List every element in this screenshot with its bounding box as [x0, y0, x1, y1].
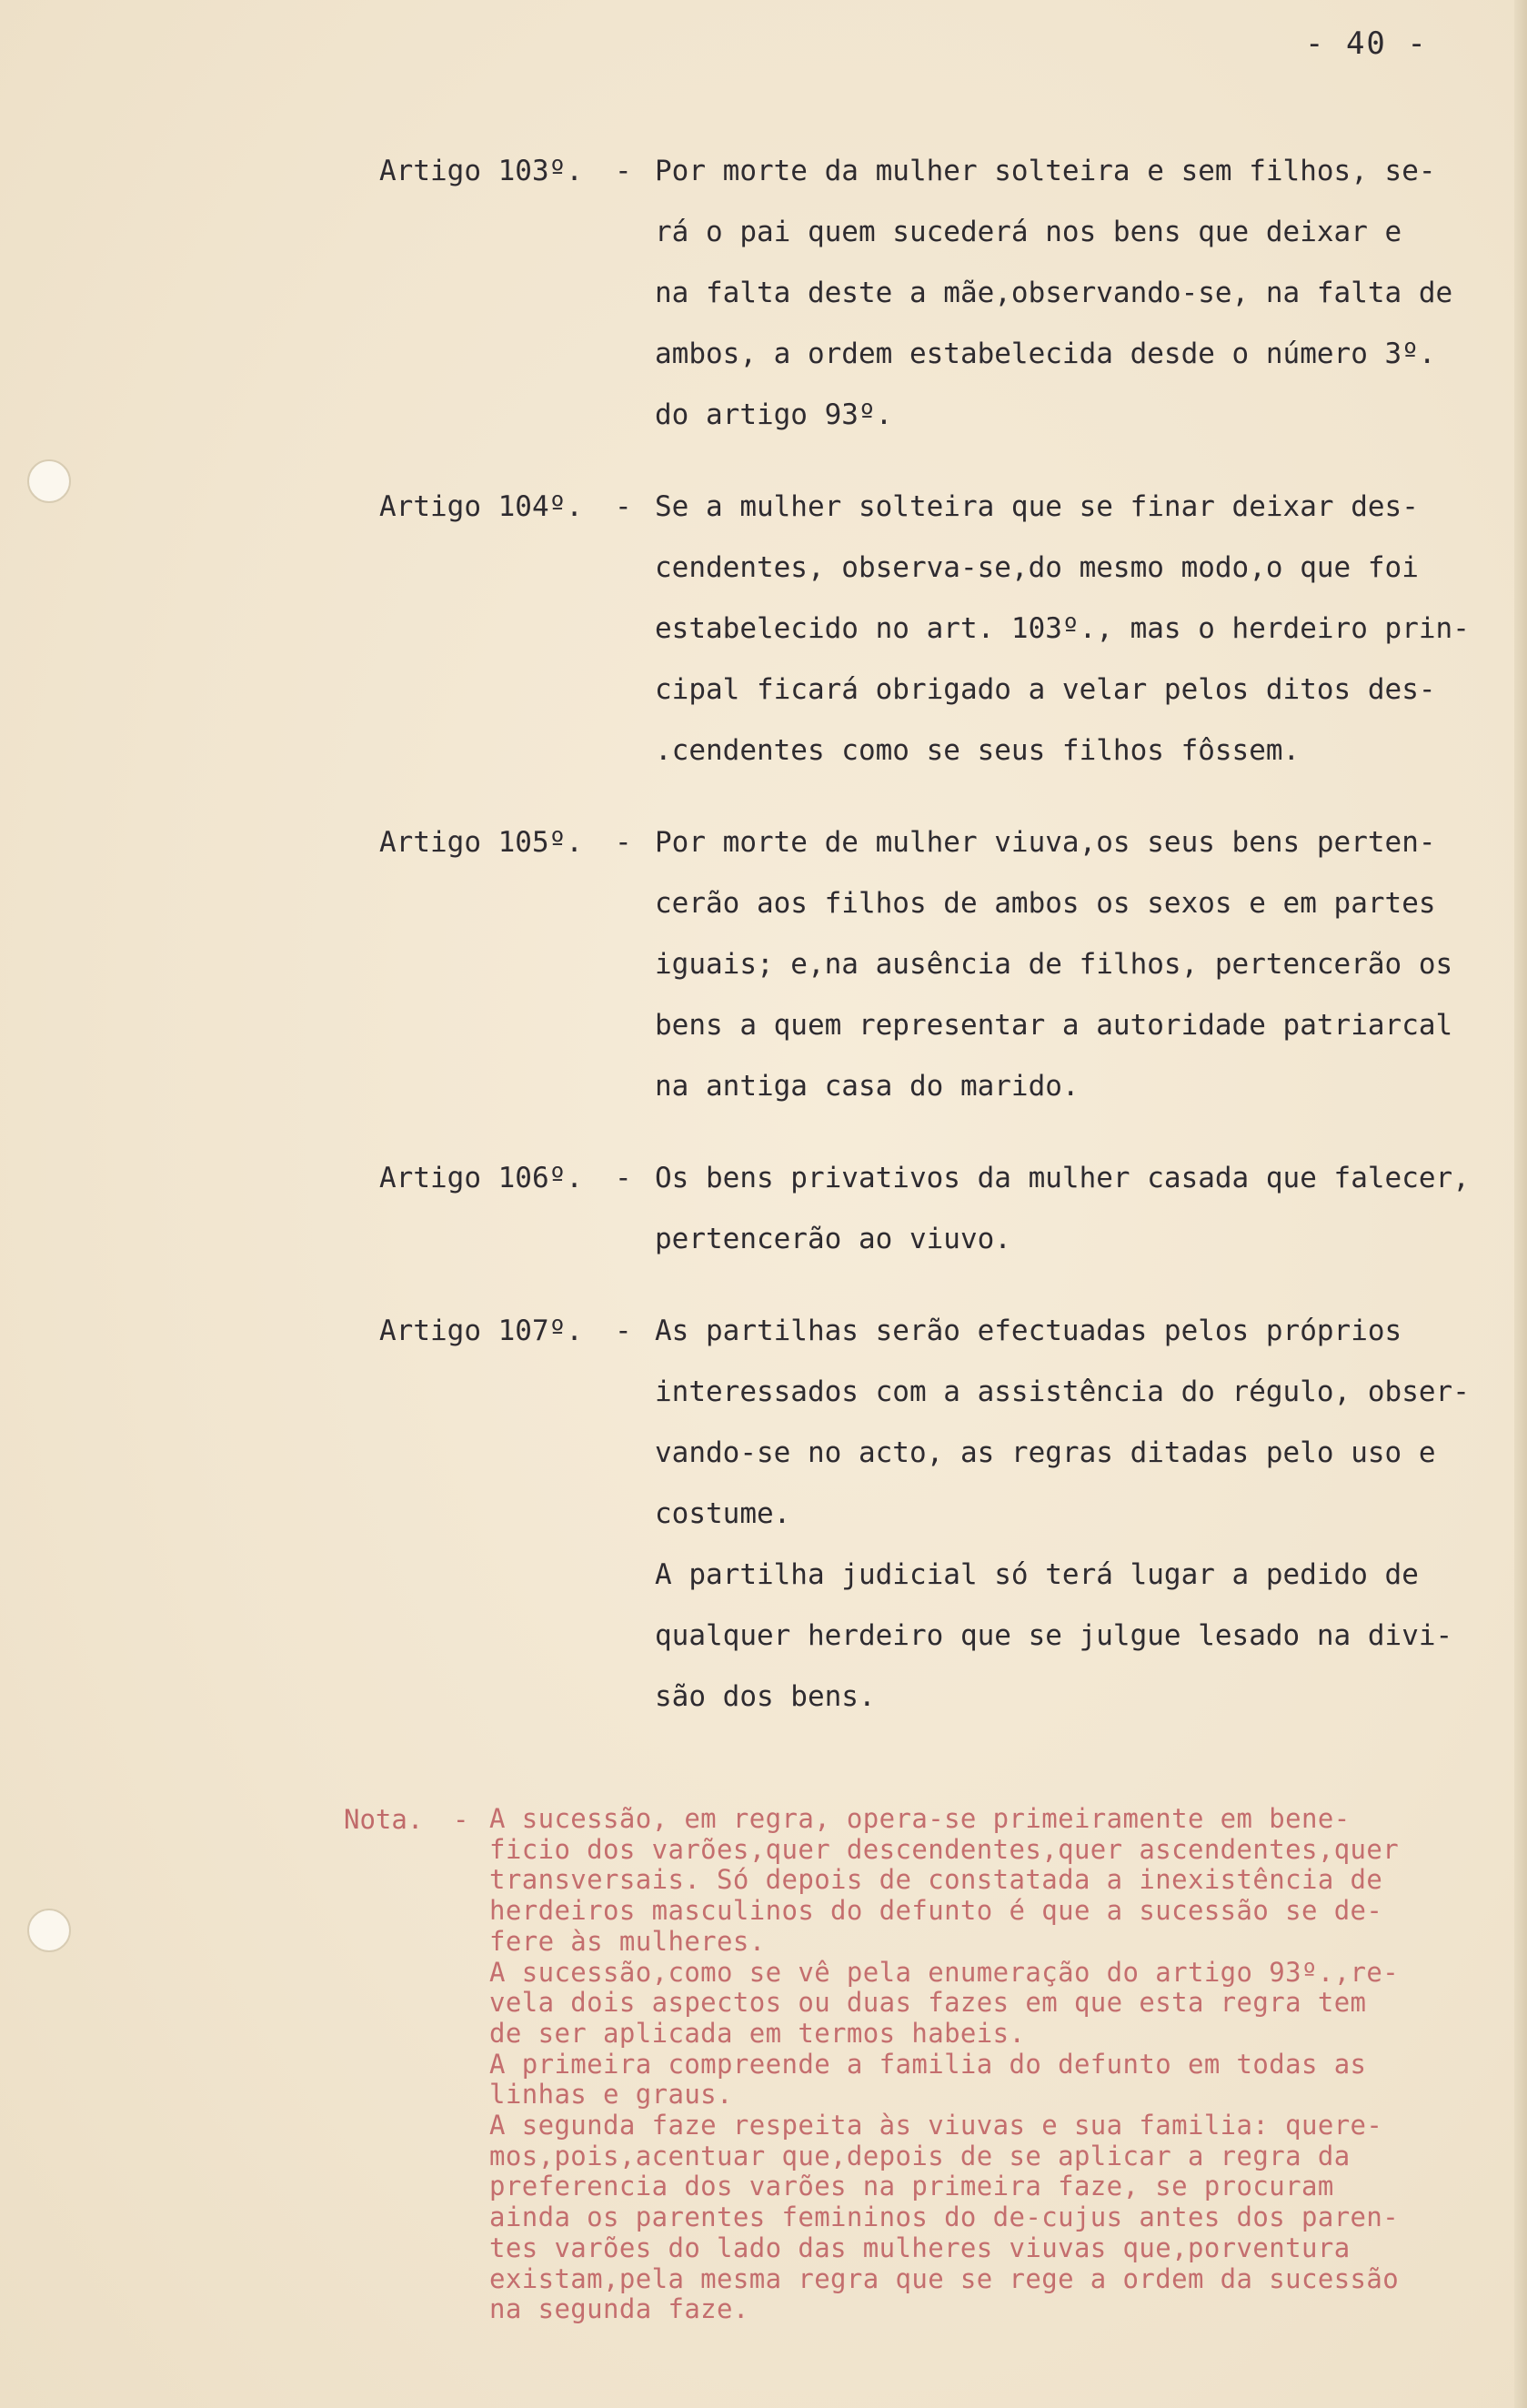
note-line: preferencia dos varões na primeira faze, se procuram	[489, 2171, 1334, 2202]
note-line: A segunda faze respeita às viuvas e sua familia: quere-	[489, 2110, 1383, 2141]
note-line: vela dois aspectos ou duas fazes em que esta regra tem	[489, 1987, 1367, 2019]
text-line: bens a quem representar a autoridade patriarcal	[655, 1009, 1453, 1042]
text-line: na antiga casa do marido.	[655, 1070, 1080, 1103]
punch-hole-top	[27, 459, 71, 503]
text-line: As partilhas serão efectuadas pelos próprios	[655, 1315, 1402, 1347]
note-label: Nota.	[344, 1804, 424, 1835]
article-dash: -	[615, 826, 632, 859]
note-line: A sucessão,como se vê pela enumeração do artigo 93º.,re-	[489, 1956, 1400, 1988]
article-dash: -	[615, 1162, 632, 1194]
article-text	[655, 812, 1510, 1117]
article-label: Artigo 107º.	[379, 1315, 583, 1347]
text-line: iguais; e,na ausência de filhos, pertencerão os	[655, 948, 1453, 981]
text-line: .cendentes como se seus filhos fôssem.	[655, 734, 1301, 767]
text-line: costume.	[655, 1497, 791, 1530]
note-line: herdeiros masculinos do defunto é que a sucessão se de-	[489, 1895, 1383, 1927]
text-line: cipal ficará obrigado a velar pelos ditos des-	[655, 673, 1436, 706]
punch-hole-bottom	[27, 1909, 71, 1952]
text-line: Se a mulher solteira que se finar deixar des-	[655, 490, 1419, 523]
note-line: tes varões do lado das mulheres viuvas que,porventura	[489, 2232, 1351, 2263]
note-dash: -	[453, 1804, 469, 1835]
article-text	[655, 141, 1510, 446]
article-dash: -	[615, 490, 632, 523]
article-label: Artigo 104º.	[379, 490, 583, 523]
article-text	[655, 1301, 1510, 1728]
note-line: linhas e graus.	[489, 2079, 733, 2111]
note-line: A sucessão, em regra, opera-se primeiramente em bene-	[489, 1803, 1351, 1834]
note-line: A primeira compreende a familia do defunto em todas as	[489, 2048, 1367, 2080]
text-line: pertencerão ao viuvo.	[655, 1223, 1011, 1255]
article-label: Artigo 103º.	[379, 155, 583, 187]
paper-edge	[1514, 0, 1527, 2408]
article-dash: -	[615, 155, 632, 187]
article-text	[655, 1148, 1510, 1270]
text-line: Os bens privativos da mulher casada que falecer,	[655, 1162, 1470, 1194]
text-line: cendentes, observa-se,do mesmo modo,o que foi	[655, 551, 1419, 584]
text-line: interessados com a assistência do régulo, obser-	[655, 1375, 1470, 1408]
text-line: Por morte de mulher viuva,os seus bens perten-	[655, 826, 1436, 859]
note-line: de ser aplicada em termos habeis.	[489, 2017, 1026, 2049]
article-text	[655, 477, 1510, 781]
article-label: Artigo 105º.	[379, 826, 583, 859]
text-line: na falta deste a mãe,observando-se, na falta de	[655, 277, 1453, 309]
note-line: ficio dos varões,quer descendentes,quer ascendentes,quer	[489, 1833, 1400, 1865]
text-line: A partilha judicial só terá lugar a pedido de	[655, 1558, 1419, 1591]
article-dash: -	[615, 1315, 632, 1347]
note-line: existam,pela mesma regra que se rege a ordem da sucessão	[489, 2262, 1400, 2294]
text-line: são dos bens.	[655, 1680, 876, 1713]
text-line: do artigo 93º.	[655, 398, 893, 431]
text-line: ambos, a ordem estabelecida desde o número 3º.	[655, 338, 1436, 370]
note-line: na segunda faze.	[489, 2293, 749, 2325]
note-line: mos,pois,acentuar que,depois de se aplicar a regra da	[489, 2140, 1351, 2171]
text-line: rá o pai quem sucederá nos bens que deixar e	[655, 216, 1402, 248]
note-line: ainda os parentes femininos do de-cujus antes dos paren-	[489, 2201, 1400, 2233]
text-line: estabelecido no art. 103º., mas o herdeiro prin-	[655, 612, 1470, 645]
page-number: - 40 -	[1305, 25, 1428, 62]
text-line: vando-se no acto, as regras ditadas pelo uso e	[655, 1436, 1436, 1469]
note-line: transversais. Só depois de constatada a inexistência de	[489, 1864, 1383, 1896]
text-line: qualquer herdeiro que se julgue lesado na divi-	[655, 1619, 1453, 1652]
note-line: fere às mulheres.	[489, 1925, 766, 1957]
note-text	[489, 1804, 1508, 2325]
article-label: Artigo 106º.	[379, 1162, 583, 1194]
text-line: Por morte da mulher solteira e sem filhos, se-	[655, 155, 1436, 187]
text-line: cerão aos filhos de ambos os sexos e em partes	[655, 887, 1436, 920]
